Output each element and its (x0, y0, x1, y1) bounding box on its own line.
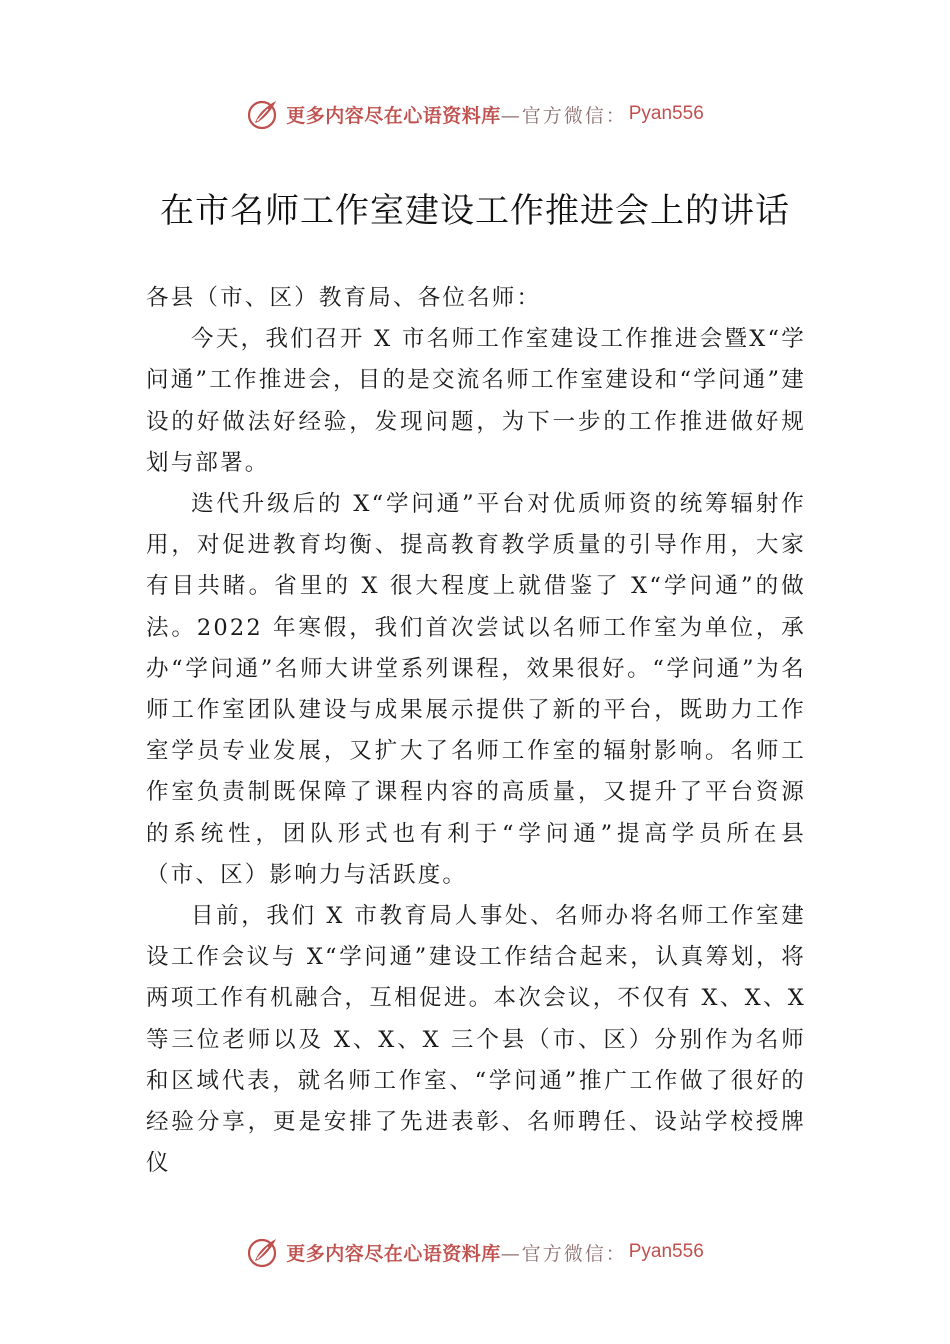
paragraph-1: 今天，我们召开 X 市名师工作室建设工作推进会暨X“学问通”工作推进会，目的是交流名师工作室建设和“学问通”建设的好做法好经验，发现问题，为下一步的工作推进做好规划与部署。 (146, 326, 806, 476)
brand-text: 更多内容尽在心语资料库 (286, 104, 501, 127)
wechat-id: Pyan556 (628, 103, 704, 124)
paragraph-2: 迭代升级后的 X“学问通”平台对优质师资的统筹辐射作用，对促进教育均衡、提高教育教学质量的引导作用，大家有目共睹。省里的 X 很大程度上就借鉴了 X“学问通”的做法。2022 年寒假，我们首次尝试以名师工作室为单位，承办“学问通”名师大讲堂系列课程，效果很好。“学问通”为名师工作室团队建设与成果展示提供了新的平台，既助力工作室学员专业发展，又扩大了名师工作室的辐射影响。名师工作室负责制既保障了课程内容的高质量，又提升了平台资源的系统性，团队形式也有利于“学问通”提高学员所在县（市、区）影响力与活跃度。 (146, 491, 806, 888)
feather-pen-logo-icon (246, 1235, 280, 1269)
brand-text: 更多内容尽在心语资料库 (286, 1242, 501, 1265)
feather-pen-logo-icon (246, 97, 280, 131)
salutation: 各县（市、区）教育局、各位名师： (146, 285, 542, 311)
document-title: 在市名师工作室建设工作推进会上的讲话 (160, 191, 790, 231)
header-banner (0, 94, 950, 134)
official-wechat-label: —官方微信： (500, 104, 627, 127)
wechat-id: Pyan556 (628, 1241, 704, 1262)
document-body (146, 278, 806, 1184)
paragraph-3: 目前，我们 X 市教育局人事处、名师办将名师工作室建设工作会议与 X“学问通”建设工作结合起来，认真筹划，将两项工作有机融合，互相促进。本次会议，不仅有 X、X、X 等三位老师以及 X、X、X 三个县（市、区）分别作为名师和区域代表，就名师工作室、“学问通”推广工作做了很好的经验分享，更是安排了先进表彰、名师聘任、设站学校授牌仪 (146, 903, 806, 1177)
footer-banner (0, 1232, 950, 1272)
official-wechat-label: —官方微信： (500, 1242, 627, 1265)
